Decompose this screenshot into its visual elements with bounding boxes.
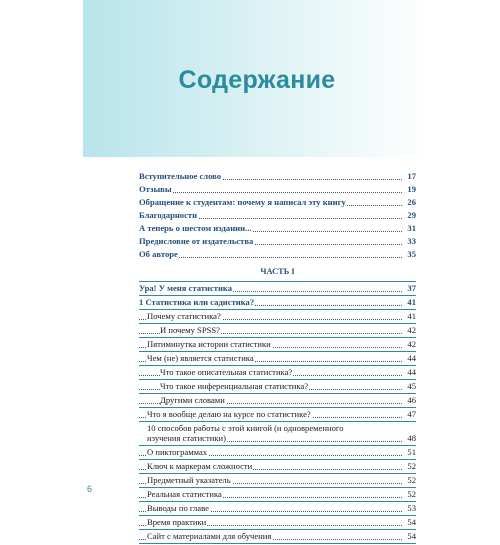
entry-title: Выводы по главе bbox=[147, 503, 209, 513]
entry-page: 41 bbox=[407, 297, 416, 307]
divider bbox=[139, 501, 416, 502]
toc-entry-part-title[interactable] bbox=[139, 283, 416, 294]
toc-entry[interactable] bbox=[139, 503, 416, 514]
divider bbox=[139, 515, 416, 516]
entry-title: Вступительное слово bbox=[139, 171, 222, 181]
toc-entry[interactable] bbox=[139, 197, 416, 208]
entry-page: 17 bbox=[407, 171, 416, 181]
toc-entry-chapter[interactable] bbox=[139, 297, 416, 308]
entry-title: Пятиминутка истории статистики bbox=[147, 339, 271, 349]
toc-entry[interactable] bbox=[139, 531, 416, 542]
divider bbox=[139, 421, 416, 422]
divider bbox=[139, 309, 416, 310]
entry-page: 35 bbox=[407, 249, 416, 259]
page-title: Содержание bbox=[178, 66, 336, 94]
entry-title: Что такое инференциальная статистика? bbox=[160, 381, 309, 391]
entry-page: 42 bbox=[407, 325, 416, 335]
divider bbox=[139, 365, 416, 366]
entry-title: О пиктограммах bbox=[147, 447, 208, 457]
divider bbox=[139, 351, 416, 352]
entry-title: Предисловие от издательства bbox=[139, 236, 254, 246]
divider bbox=[139, 393, 416, 394]
divider bbox=[139, 407, 416, 408]
entry-page: 48 bbox=[407, 433, 416, 443]
toc-entry[interactable] bbox=[139, 325, 416, 336]
toc-entry[interactable] bbox=[139, 353, 416, 364]
entry-title: Реальная статистика bbox=[147, 489, 222, 499]
toc-entry[interactable] bbox=[139, 517, 416, 528]
entry-title: Чем (не) является статистика bbox=[147, 353, 254, 363]
toc-entry[interactable] bbox=[139, 367, 416, 378]
toc-entry[interactable] bbox=[139, 475, 416, 486]
page-number: 6 bbox=[87, 484, 93, 494]
table-of-contents bbox=[139, 171, 416, 545]
entry-title: Другими словами bbox=[160, 395, 225, 405]
divider bbox=[139, 323, 416, 324]
entry-title: Время практики bbox=[147, 517, 207, 527]
toc-entry[interactable] bbox=[139, 489, 416, 500]
divider bbox=[139, 337, 416, 338]
entry-page: 52 bbox=[407, 489, 416, 499]
toc-entry-multiline[interactable] bbox=[139, 423, 416, 444]
entry-page: 41 bbox=[407, 311, 416, 321]
entry-page: 44 bbox=[407, 353, 416, 363]
entry-page: 54 bbox=[407, 531, 416, 541]
entry-page: 19 bbox=[407, 184, 416, 194]
entry-page: 53 bbox=[407, 503, 416, 513]
toc-entry[interactable] bbox=[139, 447, 416, 458]
chapter-sub-entries bbox=[139, 311, 416, 422]
toc-entry[interactable] bbox=[139, 210, 416, 221]
entry-page: 29 bbox=[407, 210, 416, 220]
entry-page: 42 bbox=[407, 339, 416, 349]
divider bbox=[139, 529, 416, 530]
title-banner bbox=[83, 0, 431, 157]
entry-title: Об авторе bbox=[139, 249, 178, 259]
divider bbox=[139, 295, 416, 296]
entry-page: 52 bbox=[407, 475, 416, 485]
front-matter-list bbox=[139, 171, 416, 262]
divider bbox=[139, 487, 416, 488]
divider bbox=[139, 473, 416, 474]
toc-entry[interactable] bbox=[139, 409, 416, 420]
entry-title: Сайт с материалами для обучения bbox=[147, 531, 272, 541]
divider bbox=[139, 281, 416, 282]
part-label: ЧАСТЬ I bbox=[260, 267, 295, 276]
entry-title: А теперь о шестом издании... bbox=[139, 223, 252, 233]
entry-title: Что такое описательная статистика? bbox=[160, 367, 293, 377]
toc-entry[interactable] bbox=[139, 223, 416, 234]
entry-title: Что я вообще делаю на курсе по статистике? bbox=[147, 409, 311, 419]
entry-page: 33 bbox=[407, 236, 416, 246]
toc-entry[interactable] bbox=[139, 339, 416, 350]
toc-entry[interactable] bbox=[139, 249, 416, 260]
entry-title: 1 Статистика или садистика? bbox=[139, 297, 255, 307]
toc-entry[interactable] bbox=[139, 461, 416, 472]
entry-title: Почему статистика? bbox=[147, 311, 221, 321]
entry-page: 52 bbox=[407, 461, 416, 471]
entry-title: И почему SPSS? bbox=[160, 325, 220, 335]
toc-entry[interactable] bbox=[139, 381, 416, 392]
toc-entry[interactable] bbox=[139, 311, 416, 322]
entry-page: 44 bbox=[407, 367, 416, 377]
entry-title-line2: изучения статистики) bbox=[147, 433, 226, 443]
toc-entry[interactable] bbox=[139, 184, 416, 195]
entry-title: Ура! У меня статистика bbox=[139, 283, 233, 293]
entry-title: Предметный указатель bbox=[147, 475, 231, 485]
divider bbox=[139, 379, 416, 380]
entry-page: 51 bbox=[407, 447, 416, 457]
divider bbox=[139, 459, 416, 460]
entry-title: Отзывы bbox=[139, 184, 172, 194]
entry-page: 54 bbox=[407, 517, 416, 527]
entry-page: 46 bbox=[407, 395, 416, 405]
tail-entries bbox=[139, 447, 416, 544]
entry-page: 37 bbox=[407, 283, 416, 293]
entry-page: 26 bbox=[407, 197, 416, 207]
divider bbox=[139, 543, 416, 544]
entry-title-line1: 10 способов работы с этой книгой (и одновременного bbox=[147, 423, 344, 433]
divider bbox=[139, 445, 416, 446]
entry-page: 31 bbox=[407, 223, 416, 233]
entry-title: Обращение к студентам: почему я написал эту книгу bbox=[139, 197, 346, 207]
entry-title: Благодарности bbox=[139, 210, 198, 220]
toc-entry[interactable] bbox=[139, 236, 416, 247]
toc-entry[interactable] bbox=[139, 171, 416, 182]
entry-title: Ключ к маркерам сложности bbox=[147, 461, 253, 471]
entry-page: 47 bbox=[407, 409, 416, 419]
entry-page: 45 bbox=[407, 381, 416, 391]
toc-entry[interactable] bbox=[139, 395, 416, 406]
